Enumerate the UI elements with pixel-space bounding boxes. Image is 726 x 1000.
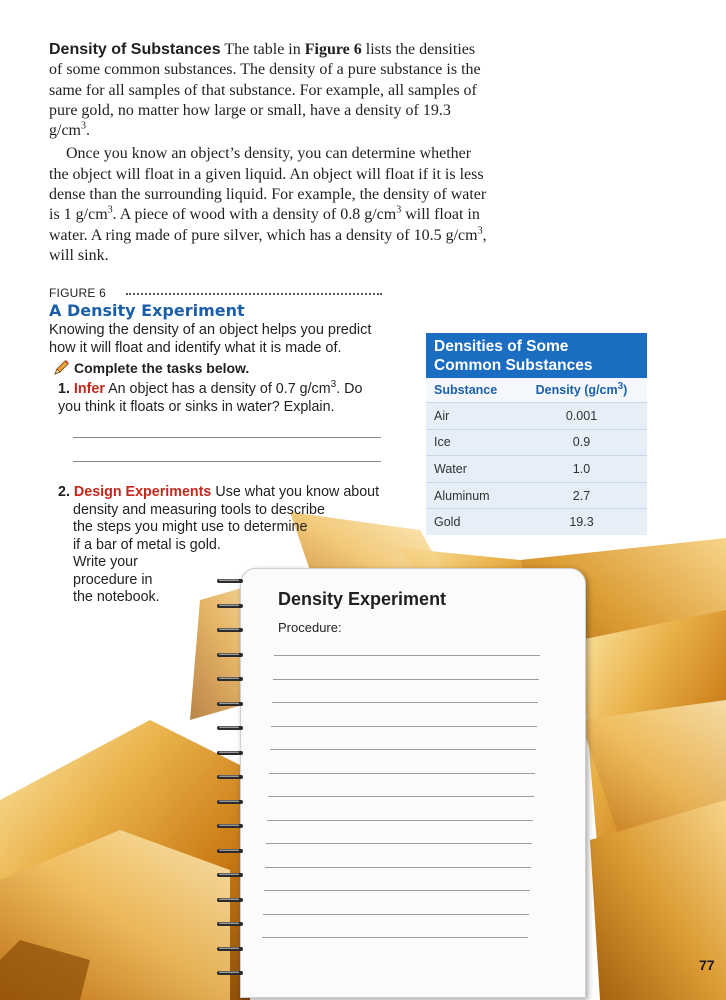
question-1: 1. Infer An object has a density of 0.7 $g/cm^3$. Do you think it floats or sinks in water? Explain. [58,379,363,415]
spiral-ring [217,970,247,978]
procedure-label: Procedure: [278,620,342,635]
question-2: 2. Design Experiments Use what you know about density and measuring tools to describe the steps you might use to determine if a bar of metal is gold. Write your procedure in the notebook. [58,484,380,605]
spiral-ring [217,701,247,709]
spiral-ring [217,921,247,929]
notebook-line[interactable] [265,867,531,868]
page-number: 77 [699,957,715,973]
spiral-ring [217,774,247,782]
section-heading: Density of Substances [49,41,221,58]
spiral-ring [217,897,247,905]
notebook-line[interactable] [266,843,532,844]
spiral-ring [217,652,247,660]
notebook-line[interactable] [272,702,538,703]
figure-description: Knowing the density of an object helps you predict how it will float and identify what it is made of. [49,322,372,356]
notebook-line[interactable] [262,937,528,938]
answer-line-2[interactable] [73,461,381,462]
notebook-line[interactable] [274,655,540,656]
notebook-line[interactable] [264,890,530,891]
figure-title: A Density Experiment [49,301,245,320]
notebook-line[interactable] [271,726,537,727]
spiral-ring [217,872,247,880]
spiral-ring [217,725,247,733]
table-row: Aluminum 2.7 [426,483,647,510]
notebook-line[interactable] [269,773,535,774]
notebook-line[interactable] [267,820,533,821]
spiral-ring [217,848,247,856]
table-header-row: Substance Density $(g/cm^3)$ [426,378,647,403]
notebook-title: Density Experiment [278,589,447,609]
spiral-ring [217,823,247,831]
spiral-ring [217,627,247,635]
notebook-line[interactable] [263,914,529,915]
figure-label: FIGURE 6 [49,286,106,300]
table-title: Densities of Some Common Substances [426,333,647,378]
figure-ref: Figure 6 [304,41,362,58]
density-table [426,333,647,535]
table-row: Air 0.001 [426,403,647,430]
table-row: Gold 19.3 [434,515,594,530]
figure-dotted-rule [126,293,382,295]
pencil-icon [52,359,70,377]
table-row: Water 1.0 [426,456,647,483]
intro-paragraph-1: Density of Substances The table in Figure 6 lists the densities of some common substances. The density of a pure substance is the same for all samples of that substance. For example, all samples of pure gold, no matter how large or small, have a density of 19.3 $g/cm^3$. [49,41,481,140]
table-row: Ice 0.9 [426,430,647,457]
intro-paragraph-2: Once you know an object’s density, you can determine whether the object will float in a given liquid. An object will float if it is less dense than the surrounding liquid. For example, the density of water is 1 $g/cm^3$. A piece of wood with a density of 0.8 $g/cm^3$ will float in water. A ring made of pure silver, which has a density of 10.5 $g/cm^3$, will sink. [49,145,487,264]
spiral-ring [217,578,247,586]
spiral-ring [217,676,247,684]
question-2-keyword: Design Experiments [73,484,212,500]
notebook-line[interactable] [273,679,539,680]
spiral-ring [217,750,247,758]
notebook-line[interactable] [268,796,534,797]
intro-text [49,40,489,266]
question-1-keyword: Infer [73,381,105,397]
answer-line-1[interactable] [73,437,381,438]
tasks-title: Complete the tasks below. [74,360,250,376]
notebook-line[interactable] [270,749,536,750]
spiral-ring [217,799,247,807]
spiral-ring [217,603,247,611]
spiral-ring [217,946,247,954]
